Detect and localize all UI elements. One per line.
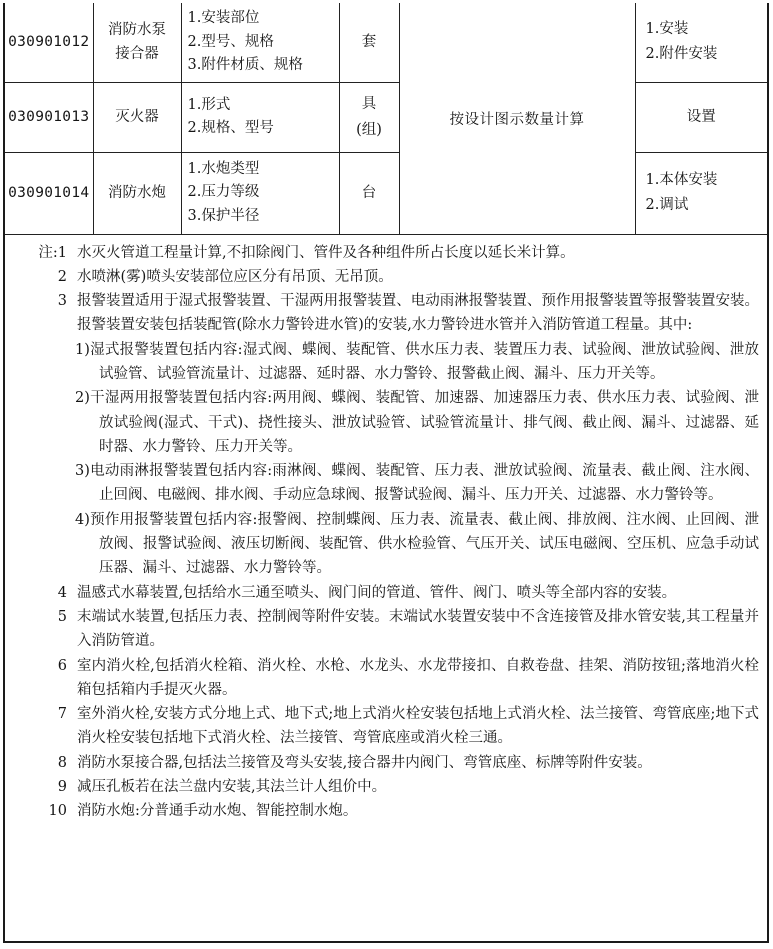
note-text: 水喷淋(雾)喷头安装部位应区分有吊顶、无吊顶。 <box>77 268 393 285</box>
note-number: 10 <box>48 803 67 820</box>
item-work: 1.安装 2.附件安装 <box>635 3 767 82</box>
item-code: 030901013 <box>5 82 93 152</box>
note-item <box>17 581 759 605</box>
note-text: 报警装置适用于湿式报警装置、干湿两用报警装置、电动雨淋报警装置、预作用报警装置等报警装置安装。报警装置安装包括装配管(除水力警铃进水管)的安装,水力警铃进水管并入消防管道工程量。其中: <box>77 293 759 334</box>
item-features: 1.形式 2.规格、型号 <box>181 82 339 152</box>
note-number: 2 <box>57 268 67 285</box>
item-features: 1.安装部位 2.型号、规格 3.附件材质、规格 <box>181 3 339 82</box>
note-item <box>17 289 759 338</box>
item-name: 灭火器 <box>93 82 181 152</box>
note-number: 3 <box>57 293 67 310</box>
note-subitem: 3)电动雨淋报警装置包括内容:雨淋阀、蝶阀、装配管、压力表、泄放试验阀、流量表、截止阀、注水阀、止回阀、电磁阀、排水阀、手动应急球阀、报警试验阀、漏斗、压力开关、过滤器、水力警铃等。 <box>75 463 759 504</box>
note-text: 消防水炮:分普通手动水炮、智能控制水炮。 <box>77 803 358 820</box>
note-item <box>17 265 759 289</box>
notes-section <box>5 235 767 824</box>
note-text: 末端试水装置,包括压力表、控制阀等附件安装。末端试水装置安装中不含连接管及排水管安装,其工程量并入消防管道。 <box>77 608 759 650</box>
note-number: 7 <box>57 706 67 723</box>
table-row <box>5 3 767 82</box>
note-number: 6 <box>57 657 67 674</box>
note-text: 消防水泵接合器,包括法兰接管及弯头安装,接合器井内阀门、弯管底座、标牌等附件安装。 <box>77 754 652 771</box>
table-row <box>5 82 767 152</box>
note-number: 5 <box>57 608 67 625</box>
note-subitem: 4)预作用报警装置包括内容:报警阀、控制蝶阀、压力表、流量表、截止阀、排放阀、注水阀、止回阀、泄放阀、报警试验阀、液压切断阀、装配管、供水检验管、气压开关、试压电磁阀、空压机、应急手动试压器、漏斗、过滤器、水力警铃等。 <box>75 511 759 577</box>
note-item <box>17 799 759 823</box>
note-item <box>17 775 759 799</box>
note-item <box>17 654 759 703</box>
note-subitem: 1)湿式报警装置包括内容:湿式阀、蝶阀、装配管、供水压力表、装置压力表、试验阀、泄放试验阀、泄放试验管、试验管流量计、过滤器、延时器、水力警铃、报警截止阀、漏斗、压力开关等。 <box>75 341 759 382</box>
item-code: 030901012 <box>5 3 93 82</box>
note-text: 温感式水幕装置,包括给水三通至喷头、阀门间的管道、管件、阀门、喷头等全部内容的安装。 <box>77 584 677 601</box>
note-text: 室外消火栓,安装方式分地上式、地下式;地上式消火栓安装包括地上式消火栓、法兰接管、弯管底座;地下式消火栓安装包括地下式消火栓、法兰接管、弯管底座或消火栓三通。 <box>77 706 759 747</box>
note-subitem: 2)干湿两用报警装置包括内容:两用阀、蝶阀、装配管、加速器、加速器压力表、供水压力表、试验阀、泄放试验阀(湿式、干式)、挠性接头、泄放试验管、试验管流量计、排气阀、截止阀、漏斗、过滤器、延时器、水力警铃、压力开关等。 <box>75 390 759 455</box>
note-text: 水灭火管道工程量计算,不扣除阀门、管件及各种组件所占长度以延长米计算。 <box>77 244 575 261</box>
item-unit: 具 (组) <box>339 82 399 152</box>
spec-table <box>5 3 767 235</box>
note-item <box>17 241 759 265</box>
document-page <box>3 3 769 943</box>
note-item <box>17 605 759 654</box>
note-text: 减压孔板若在法兰盘内安装,其法兰计人组价中。 <box>77 779 387 796</box>
note-number: 9 <box>57 779 67 796</box>
note-number: 4 <box>57 584 67 601</box>
item-features: 1.水炮类型 2.压力等级 3.保护半径 <box>181 152 339 234</box>
item-work: 1.本体安装 2.调试 <box>635 152 767 234</box>
note-item <box>17 751 759 775</box>
item-code: 030901014 <box>5 152 93 234</box>
item-name: 消防水炮 <box>93 152 181 234</box>
note-number: 注:1 <box>38 244 67 261</box>
item-work: 设置 <box>635 82 767 152</box>
quantity-rule: 按设计图示数量计算 <box>399 3 635 234</box>
item-unit: 台 <box>339 152 399 234</box>
note-number: 8 <box>57 754 67 771</box>
item-name: 消防水泵 接合器 <box>93 3 181 82</box>
note-text: 室内消火栓,包括消火栓箱、消火栓、水枪、水龙头、水龙带接扣、自救卷盘、挂架、消防按钮;落地消火栓箱包括箱内手提灭火器。 <box>77 657 759 698</box>
item-unit: 套 <box>339 3 399 82</box>
table-row <box>5 152 767 234</box>
note-item <box>17 702 759 751</box>
